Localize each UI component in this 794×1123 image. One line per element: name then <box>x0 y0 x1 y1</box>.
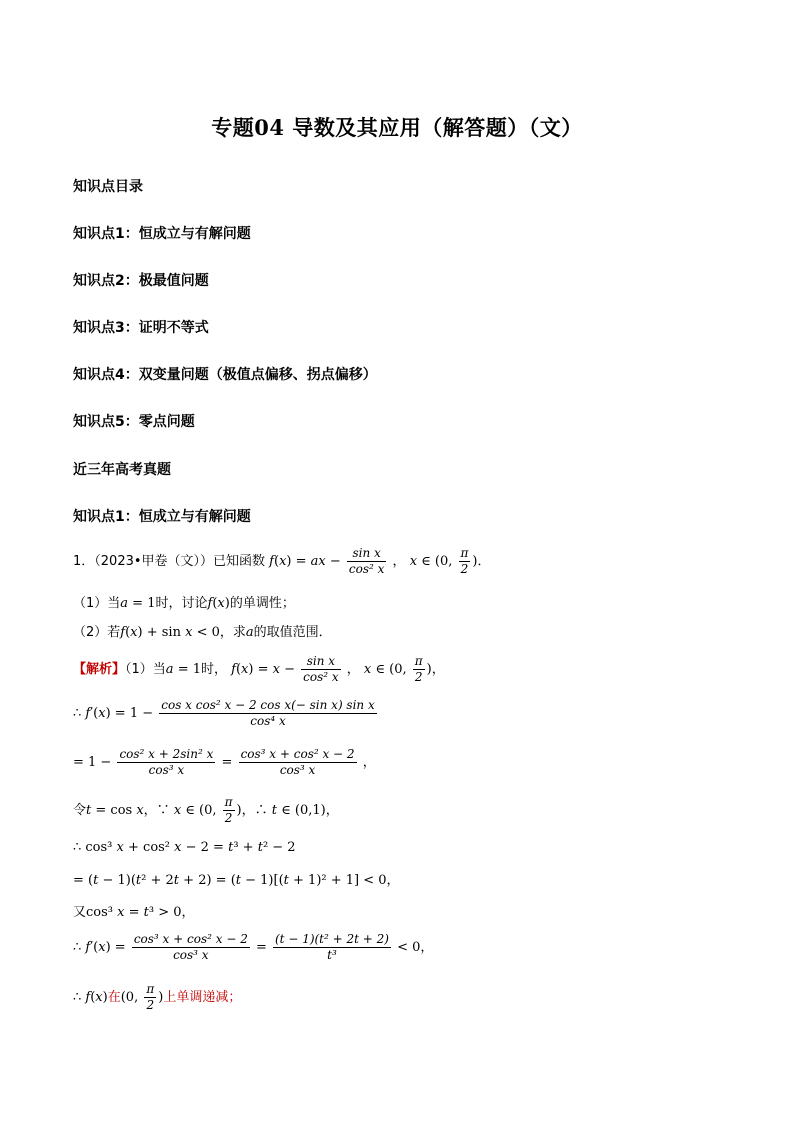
problem-part-2: （2）若f(x) + sin x < 0，求a的取值范围． <box>73 625 332 640</box>
section-heading: 近三年高考真题 <box>73 462 171 478</box>
page-title: 专题04 导数及其应用（解答题）（文） <box>211 115 583 140</box>
solution-tag: 【解析】 <box>73 662 126 677</box>
solution-line-4: 令t = cos x，∵ x ∈ (0, $\frac{\pi}{2}$ )，∴ t ∈ (0,1)， <box>73 795 339 825</box>
solution-line-8: ∴ f′(x) = $\frac{\text{cos³ x + cos² x − 2}}{\text{cos³ x}}$ = $\frac{\text{(t − 1)(t² + 2t + 2)}}{\text{t³}}$ < 0， <box>73 932 434 962</box>
solution-line-5: ∴ cos³ x + cos² x − 2 = t³ + t² − 2 <box>73 840 296 855</box>
toc-item-5: 知识点5：零点问题 <box>73 414 195 430</box>
toc-item-2: 知识点2：极最值问题 <box>73 273 209 289</box>
solution-line-3: = 1 − $\frac{\text{cos² x + 2sin² x}}{\text{cos³ x}}$ = $\frac{\text{cos³ x + cos² x − 2}}{\text{cos³ x}}$ ， <box>73 747 376 777</box>
solution-line-9: ∴ f(x)在(0, $\frac{\pi}{2}$ )上单调递减； <box>73 982 242 1012</box>
solution-line-2: ∴ f′(x) = 1 − $\frac{\text{cos x cos² x − 2 cos x(− sin x) sin x}}{\text{cos⁴ x}}$ <box>73 698 375 728</box>
toc-item-1: 知识点1：恒成立与有解问题 <box>73 226 251 242</box>
section-subheading: 知识点1：恒成立与有解问题 <box>73 509 251 525</box>
solution-line-7: 又cos³ x = t³ > 0， <box>73 905 195 920</box>
toc-item-4: 知识点4：双变量问题（极值点偏移、拐点偏移） <box>73 367 377 383</box>
toc-heading: 知识点目录 <box>73 179 143 195</box>
problem-intro: 1．（2023•甲卷（文））已知函数 f(x) = ax − $\frac{\text{sin x}}{\text{cos² x}}$ ， x ∈ (0, $\frac{\pi}{2}$ )． <box>73 546 491 576</box>
solution-line-1: 【解析】（1）当a = 1时， f(x) = x − $\frac{\text{sin x}}{\text{cos² x}}$ ， x ∈ (0, $\frac{\pi}{2}$ )， <box>73 654 445 684</box>
problem-intro-text: 1．（2023•甲卷（文））已知函数 <box>73 554 266 569</box>
problem-part-1: （1）当a = 1时，讨论f(x)的单调性； <box>73 596 295 611</box>
toc-item-3: 知识点3：证明不等式 <box>73 320 209 336</box>
solution-line-6: = (t − 1)(t² + 2t + 2) = (t − 1)[(t + 1)² + 1] < 0， <box>73 873 400 888</box>
